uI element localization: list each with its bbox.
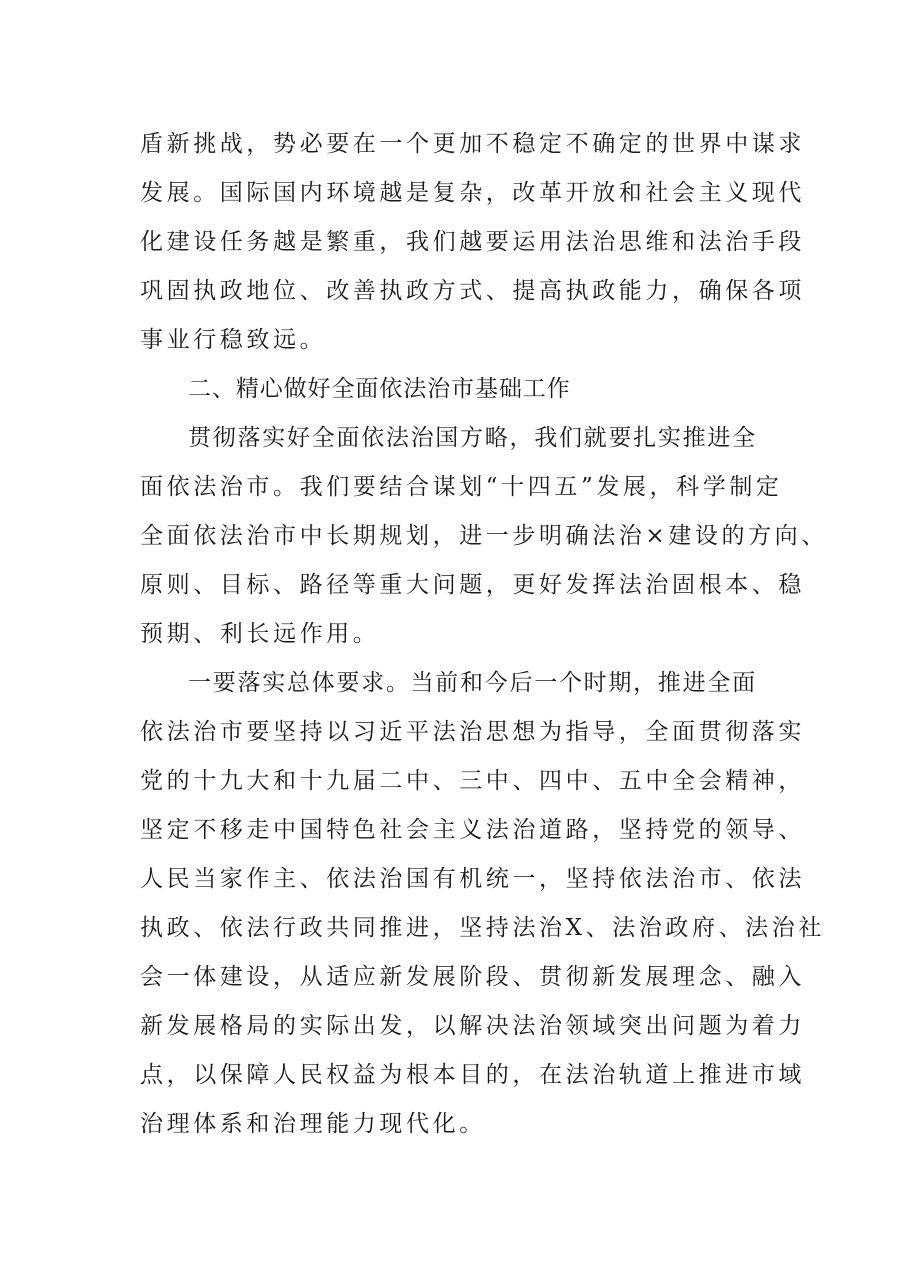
text-line: 治理体系和治理能力现代化。 <box>140 1111 486 1137</box>
section-heading: 二、精心做好全面依法治市基础工作 <box>188 376 571 402</box>
text-line: 全面依法治市中长期规划，进一步明确法治×建设的方向、 <box>140 523 828 549</box>
text-line: 执政、依法行政共同推进，坚持法治X、法治政府、法治社 <box>140 915 825 941</box>
text-line: 新发展格局的实际出发，以解决法治领域突出问题为着力 <box>140 1013 805 1039</box>
text-line: 依法治市要坚持以习近平法治思想为指导，全面贯彻落实 <box>140 719 805 745</box>
text-line: 盾新挑战，势必要在一个更加不稳定不确定的世界中谋求 <box>140 131 805 157</box>
text-line: 贯彻落实好全面依法治国方略，我们就要扎实推进全 <box>188 425 757 451</box>
text-line: 事业行稳致远。 <box>140 327 327 353</box>
text-line: 发展。国际国内环境越是复杂，改革开放和社会主义现代 <box>140 180 805 206</box>
text-line: 人民当家作主、依法治国有机统一，坚持依法治市、依法 <box>140 866 805 892</box>
text-line: 预期、利长远作用。 <box>140 621 380 647</box>
text-line: 化建设任务越是繁重，我们越要运用法治思维和法治手段 <box>140 229 805 255</box>
text-line: 点，以保障人民权益为根本目的，在法治轨道上推进市域 <box>140 1062 805 1088</box>
text-line: 原则、目标、路径等重大问题，更好发挥法治固根本、稳 <box>140 572 805 598</box>
text-line: 一要落实总体要求。当前和今后一个时期，推进全面 <box>188 670 757 696</box>
text-line: 党的十九大和十九届二中、三中、四中、五中全会精神， <box>140 768 805 794</box>
text-line: 巩固执政地位、改善执政方式、提高执政能力，确保各项 <box>140 278 805 304</box>
text-line: 坚定不移走中国特色社会主义法治道路，坚持党的领导、 <box>140 817 805 843</box>
text-line: 面依法治市。我们要结合谋划“十四五”发展，科学制定 <box>140 474 783 500</box>
text-line: 会一体建设，从适应新发展阶段、贯彻新发展理念、融入 <box>140 964 805 990</box>
